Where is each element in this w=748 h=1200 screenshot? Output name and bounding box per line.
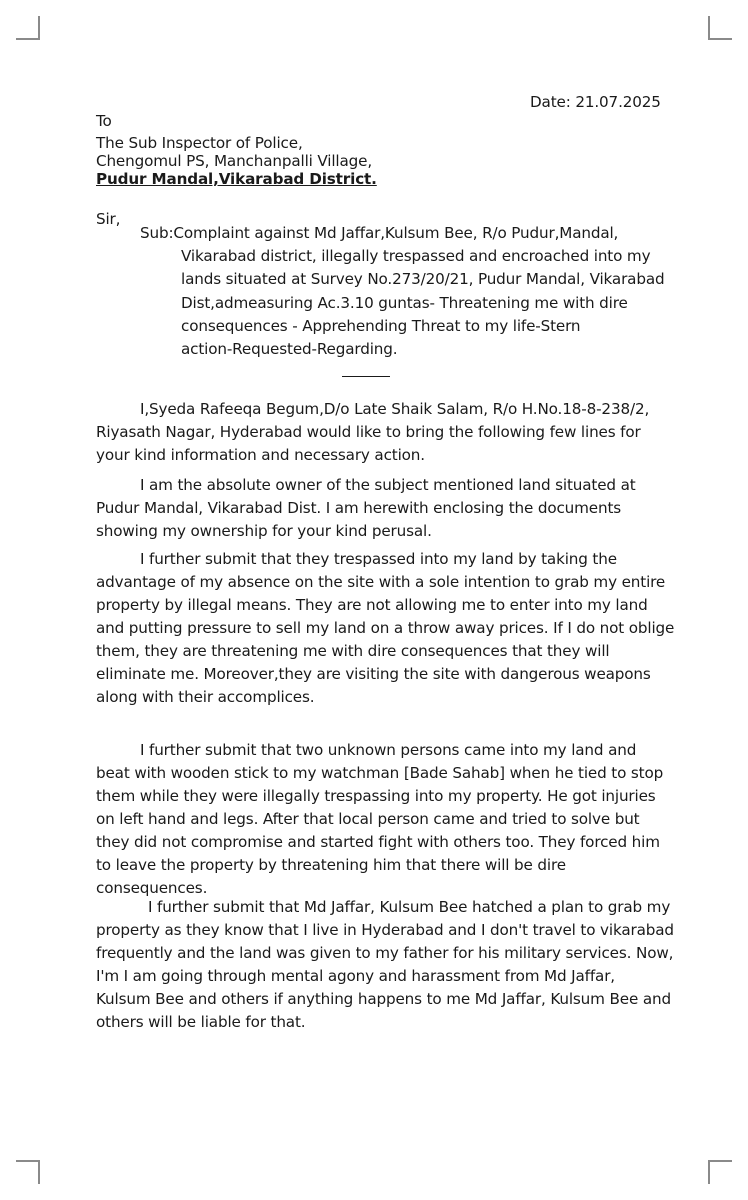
recipient-address-line-2: Chengomul PS, Manchanpalli Village,	[96, 152, 373, 170]
paragraph-line: Riyasath Nagar, Hyderabad would like to bring the following few lines for	[96, 423, 641, 441]
paragraph-line: consequences.	[96, 879, 208, 897]
crop-mark-top-right	[708, 16, 732, 40]
recipient-address-line-3: Pudur Mandal,Vikarabad District.	[96, 170, 377, 188]
paragraph-trespass	[96, 548, 675, 709]
paragraph-line: Pudur Mandal, Vikarabad Dist. I am herewith enclosing the documents	[96, 499, 622, 517]
paragraph-line: I'm I am going through mental agony and harassment from Md Jaffar,	[96, 967, 615, 985]
paragraph-line: along with their accomplices.	[96, 688, 315, 706]
recipient-address-line-1: The Sub Inspector of Police,	[96, 134, 303, 152]
paragraph-introduction	[96, 398, 656, 467]
recipient-to: To	[96, 112, 112, 130]
paragraph-line: them while they were illegally trespassing into my property. He got injuries	[96, 787, 656, 805]
paragraph-line: beat with wooden stick to my watchman [Bade Sahab] when he tied to stop	[96, 764, 664, 782]
subject-line: Sub:Complaint against Md Jaffar,Kulsum Bee, R/o Pudur,Mandal,	[140, 224, 619, 242]
paragraph-line: I,Syeda Rafeeqa Begum,D/o Late Shaik Salam, R/o H.No.18-8-238/2,	[140, 400, 650, 418]
paragraph-assault	[96, 739, 664, 900]
paragraph-line: your kind information and necessary action.	[96, 446, 425, 464]
paragraph-line: they did not compromise and started fight with others too. They forced him	[96, 833, 660, 851]
letter-date: Date: 21.07.2025	[530, 93, 661, 111]
paragraph-line: eliminate me. Moreover,they are visiting the site with dangerous weapons	[96, 665, 651, 683]
salutation: Sir,	[96, 210, 121, 228]
paragraph-line: and putting pressure to sell my land on a throw away prices. If I do not oblige	[96, 619, 675, 637]
paragraph-line: showing my ownership for your kind perusal.	[96, 522, 432, 540]
subject-block	[140, 222, 665, 361]
crop-mark-bottom-right	[708, 1160, 732, 1184]
paragraph-line: property by illegal means. They are not allowing me to enter into my land	[96, 596, 648, 614]
subject-line: Dist,admeasuring Ac.3.10 guntas- Threatening me with dire	[181, 293, 628, 312]
subject-line: lands situated at Survey No.273/20/21, Pudur Mandal, Vikarabad	[181, 270, 665, 289]
paragraph-line: I further submit that two unknown persons came into my land and	[140, 741, 637, 759]
paragraph-line: I am the absolute owner of the subject mentioned land situated at	[140, 476, 636, 494]
paragraph-line: them, they are threatening me with dire consequences that they will	[96, 642, 610, 660]
separator-line	[342, 376, 390, 377]
paragraph-line: advantage of my absence on the site with a sole intention to grab my entire	[96, 573, 666, 591]
subject-line: consequences - Apprehending Threat to my life-Stern	[181, 316, 581, 335]
paragraph-plan	[96, 896, 674, 1034]
crop-mark-top-left	[16, 16, 40, 40]
paragraph-ownership	[96, 474, 656, 543]
paragraph-line: others will be liable for that.	[96, 1013, 306, 1031]
paragraph-line: I further submit that they trespassed into my land by taking the	[140, 550, 617, 568]
paragraph-line: I further submit that Md Jaffar, Kulsum Bee hatched a plan to grab my	[148, 898, 671, 916]
subject-line: Vikarabad district, illegally trespassed and encroached into my	[181, 247, 651, 266]
paragraph-line: to leave the property by threatening him that there will be dire	[96, 856, 566, 874]
paragraph-line: Kulsum Bee and others if anything happens to me Md Jaffar, Kulsum Bee and	[96, 990, 671, 1008]
paragraph-line: property as they know that I live in Hyderabad and I don't travel to vikarabad	[96, 921, 674, 939]
paragraph-line: on left hand and legs. After that local person came and tried to solve but	[96, 810, 640, 828]
paragraph-line: frequently and the land was given to my father for his military services. Now,	[96, 944, 674, 962]
crop-mark-bottom-left	[16, 1160, 40, 1184]
subject-line: action-Requested-Regarding.	[181, 340, 398, 359]
